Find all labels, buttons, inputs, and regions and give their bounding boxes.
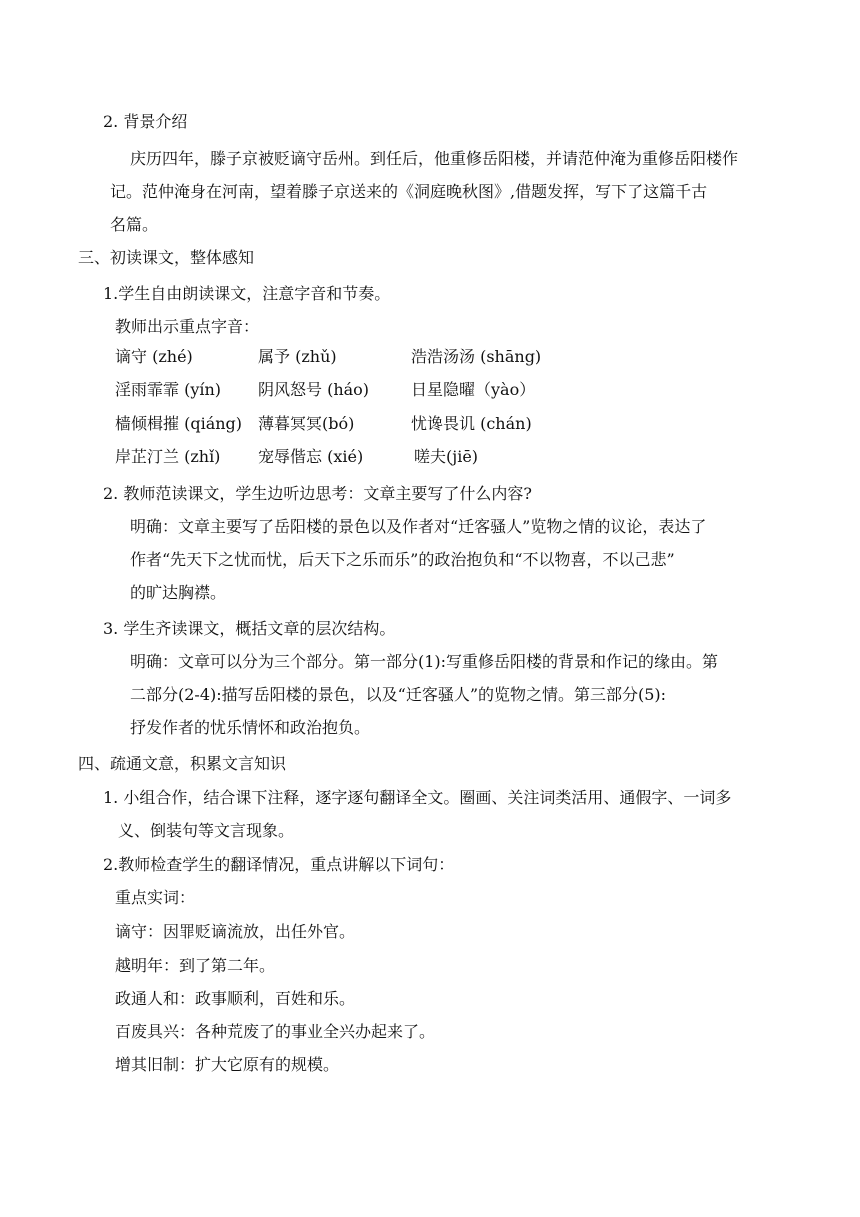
- pinyin-row-3: [0, 414, 860, 436]
- pinyin-cell: 属予 (zhǔ): [258, 347, 337, 366]
- pinyin-cell: 岸芷汀兰 (zhǐ): [115, 447, 221, 466]
- pinyin-cell: 宠辱偕忘 (xié): [258, 447, 364, 466]
- pinyin-cell: 樯倾楫摧 (qiáng): [115, 414, 243, 433]
- bg-heading: 2. 背景介绍: [103, 112, 188, 131]
- bg-para-line-3: 名篇。: [110, 215, 159, 234]
- s3-item-2-answer-line-1: 明确：文章主要写了岳阳楼的景色以及作者对“迁客骚人”览物之情的议论，表达了: [130, 517, 707, 536]
- s3-item-2-answer-line-3: 的旷达胸襟。: [130, 583, 227, 602]
- pinyin-row-1: [0, 347, 860, 369]
- vocab-heading: 重点实词：: [115, 888, 196, 907]
- pinyin-row-4: [0, 447, 860, 469]
- section-3-heading: 三、初读课文，整体感知: [78, 248, 255, 267]
- vocab-item: 百废具兴：各种荒废了的事业全兴办起来了。: [115, 1022, 436, 1041]
- section-4-heading: 四、疏通文意，积累文言知识: [78, 754, 287, 773]
- pinyin-row-2: [0, 380, 860, 402]
- s4-item-2: 2.教师检查学生的翻译情况，重点讲解以下词句：: [103, 855, 455, 874]
- s3-item-3-answer-line-3: 抒发作者的忧乐情怀和政治抱负。: [130, 718, 371, 737]
- s3-item-3-answer-line-1: 明确：文章可以分为三个部分。第一部分(1):写重修岳阳楼的背景和作记的缘由。第: [130, 652, 719, 671]
- vocab-item: 谪守：因罪贬谪流放，出任外官。: [115, 922, 356, 941]
- vocab-item: 越明年：到了第二年。: [115, 956, 276, 975]
- s3-item-1-sub: 教师出示重点字音：: [115, 317, 260, 336]
- vocab-item: 增其旧制：扩大它原有的规模。: [115, 1055, 340, 1074]
- s4-item-1-line-2: 义、倒装句等文言现象。: [118, 821, 295, 840]
- pinyin-cell: 忧谗畏讥 (chán): [411, 414, 532, 433]
- pinyin-cell: 日星隐曜（yào）: [411, 380, 536, 399]
- bg-para-line-2: 记。范仲淹身在河南，望着滕子京送来的《洞庭晚秋图》,借题发挥，写下了这篇千古: [110, 182, 708, 201]
- pinyin-cell: 浩浩汤汤 (shāng): [411, 347, 542, 366]
- pinyin-cell: 谪守 (zhé): [115, 347, 193, 366]
- pinyin-cell: 淫雨霏霏 (yín): [115, 380, 222, 399]
- bg-para-line-1: 庆历四年，滕子京被贬谪守岳州。到任后，他重修岳阳楼，并请范仲淹为重修岳阳楼作: [130, 149, 739, 168]
- s3-item-1: 1.学生自由朗读课文，注意字音和节奏。: [103, 284, 391, 303]
- s3-item-3: 3. 学生齐读课文，概括文章的层次结构。: [103, 619, 396, 638]
- pinyin-cell: 嗟夫(jiē): [414, 447, 479, 466]
- s3-item-3-answer-line-2: 二部分(2-4):描写岳阳楼的景色，以及“迁客骚人”的览物之情。第三部分(5):: [130, 685, 667, 704]
- s3-item-2-answer-line-2: 作者“先天下之忧而忧，后天下之乐而乐”的政治抱负和“不以物喜，不以己悲”: [130, 550, 675, 569]
- pinyin-cell: 薄暮冥冥(bó): [258, 414, 355, 433]
- vocab-item: 政通人和：政事顺利，百姓和乐。: [115, 989, 356, 1008]
- s4-item-1-line-1: 1. 小组合作，结合课下注释，逐字逐句翻译全文。圈画、关注词类活用、通假字、一词多: [103, 788, 732, 807]
- s3-item-2: 2. 教师范读课文，学生边听边思考：文章主要写了什么内容?: [103, 484, 532, 503]
- pinyin-cell: 阴风怒号 (háo): [258, 380, 370, 399]
